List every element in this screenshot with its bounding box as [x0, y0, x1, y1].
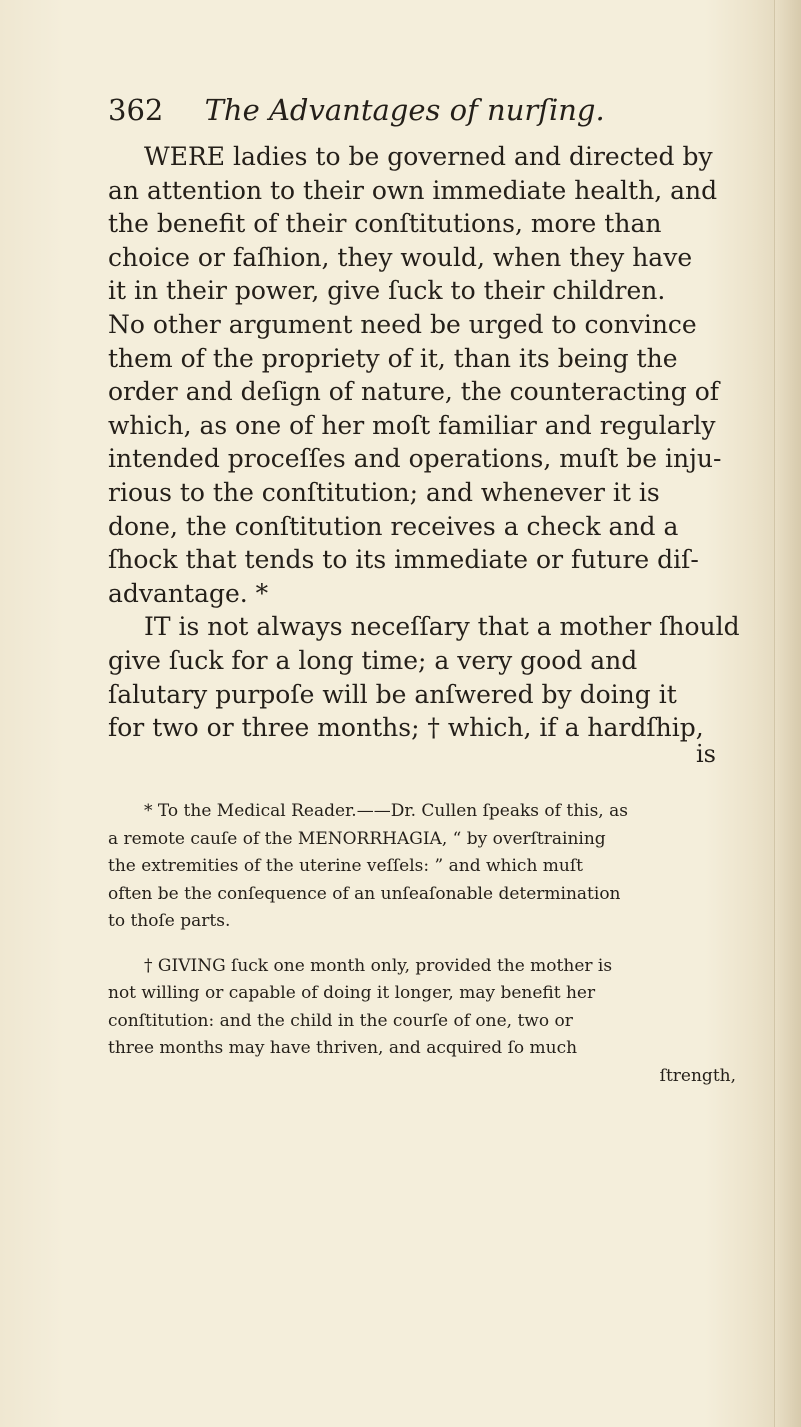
footnote-line: conſtitution: and the child in the courſe of one, two or — [108, 1010, 573, 1031]
body-line: it in their power, give ſuck to their children. — [108, 276, 666, 306]
footnote-line: ſtrength, — [659, 1065, 736, 1086]
body-line: ſalutary purpoſe will be anſwered by doing it — [108, 679, 677, 709]
footnote-line: not willing or capable of doing it longer, may benefit her — [108, 983, 596, 1003]
footnote-line: a remote cauſe of the MENORRHAGIA, “ by overſtraining — [108, 828, 606, 849]
body-line: choice or faſhion, they would, when they have — [108, 242, 693, 272]
page-number: 362 — [108, 93, 164, 127]
footnote-line: three months may have thriven, and acquired ſo much — [108, 1038, 578, 1058]
body-line: No other argument need be urged to convince — [108, 309, 697, 339]
body-line: IT is not always neceſſary that a mother ſhould — [144, 612, 740, 642]
body-line: advantage. * — [108, 578, 269, 608]
body-line: them of the propriety of it, than its being the — [108, 343, 678, 373]
body-line: which, as one of her moſt familiar and regularly — [108, 410, 716, 440]
body-line: done, the conſtitution receives a check and a — [108, 511, 679, 541]
catchword: is — [696, 740, 716, 768]
running-title: The Advantages of nurſing. — [204, 93, 605, 127]
body-line: order and deſign of nature, the counteracting of — [108, 377, 720, 407]
body-line: an attention to their own immediate health, and — [108, 175, 718, 205]
footnote-line: often be the conſequence of an unſeaſonable determination — [108, 883, 621, 904]
footnote-spacer — [108, 936, 738, 953]
body-text — [108, 140, 738, 745]
footnote-line: the extremities of the uterine veſſels: ” and which muſt — [108, 856, 583, 876]
footnotes — [108, 798, 738, 1090]
running-head — [108, 93, 728, 127]
body-line: the benefit of their conſtitutions, more than — [108, 209, 662, 239]
footnote-line: to thoſe parts. — [108, 911, 231, 931]
body-line: ſhock that tends to its immediate or future diſ- — [108, 545, 699, 575]
body-line: for two or three months; † which, if a hardſhip, — [108, 713, 704, 743]
footnote-line: † GIVING ſuck one month only, provided the mother is — [144, 955, 613, 976]
body-line: WERE ladies to be governed and directed by — [144, 142, 713, 171]
body-line: intended proceſſes and operations, muſt be inju- — [108, 444, 722, 474]
page-edge — [774, 0, 801, 1427]
body-line: rious to the conſtitution; and whenever it is — [108, 477, 660, 507]
body-line: give ſuck for a long time; a very good and — [108, 645, 638, 675]
footnote-line: * To the Medical Reader.——Dr. Cullen ſpeaks of this, as — [144, 801, 628, 821]
